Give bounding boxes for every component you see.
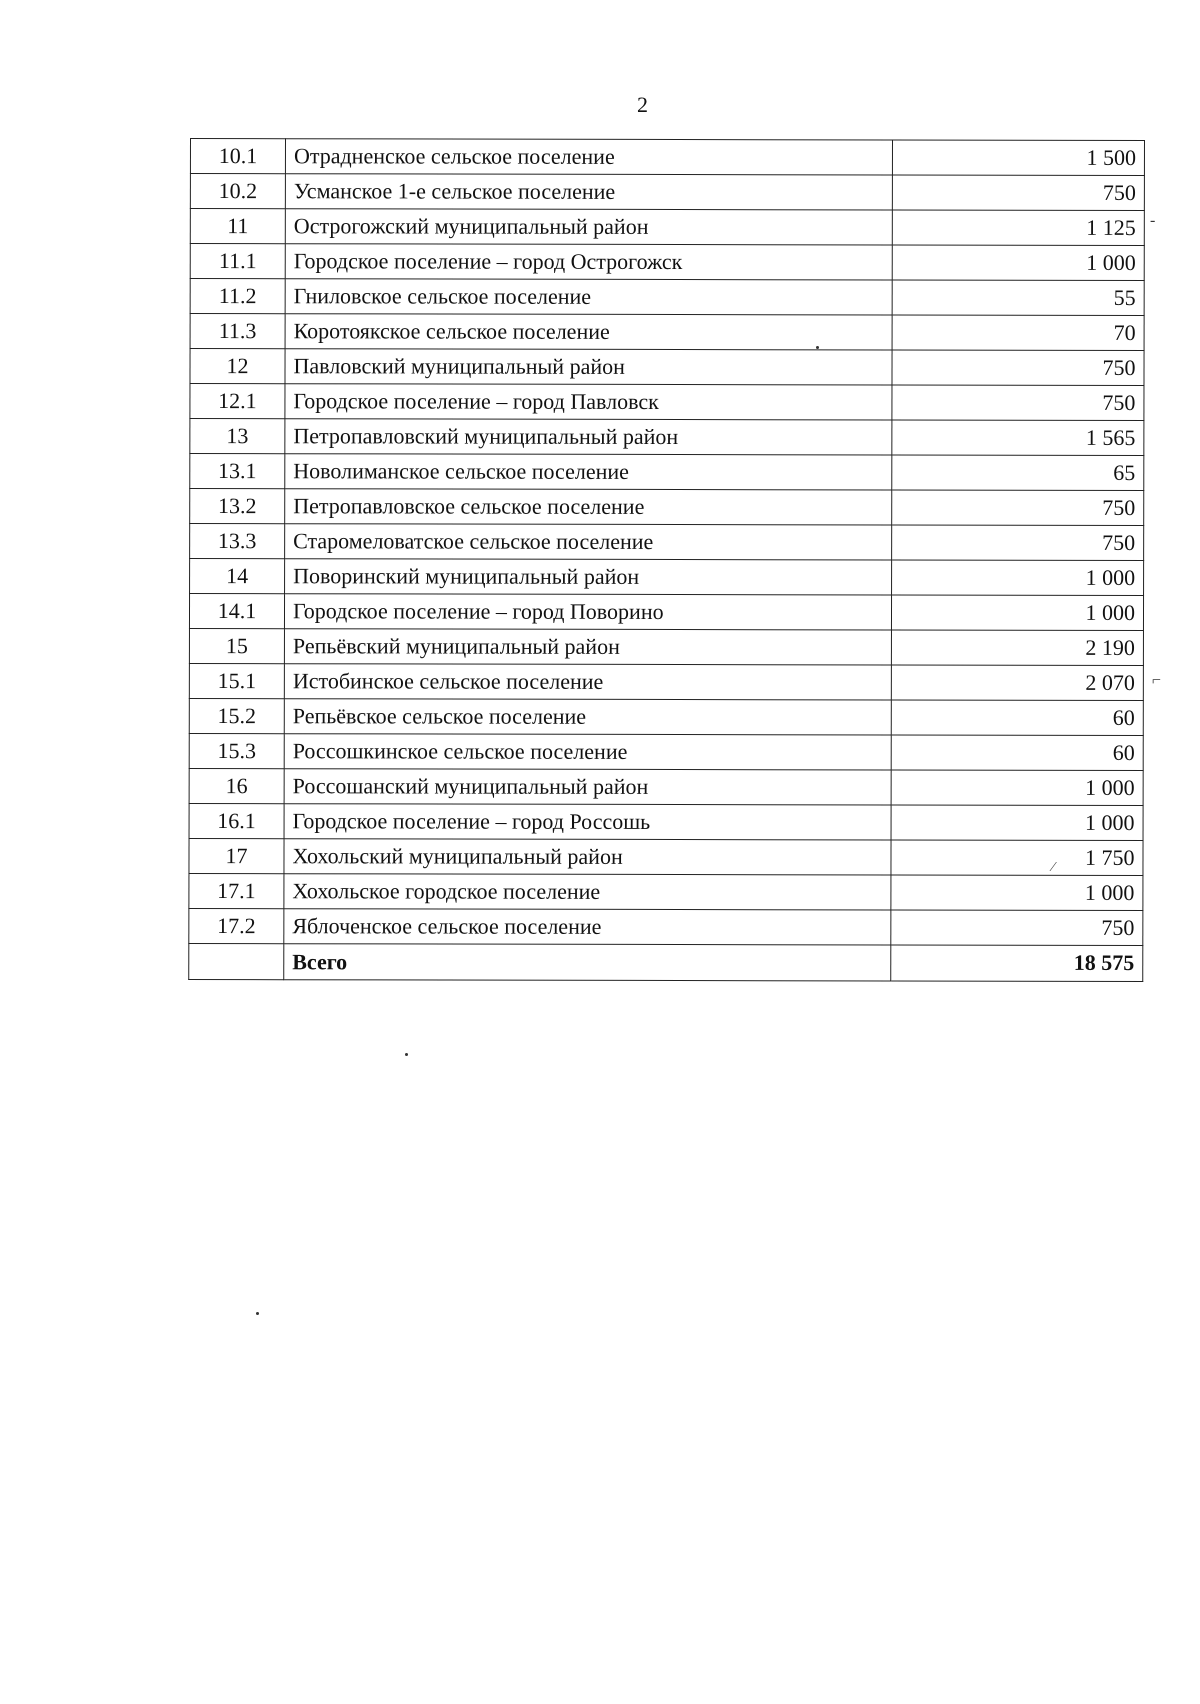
row-number: 11.1 (190, 244, 285, 279)
table-row (190, 209, 1144, 246)
row-number: 11 (190, 209, 285, 244)
municipality-name: Новолиманское сельское поселение (285, 454, 892, 490)
row-number: 17.2 (189, 908, 284, 943)
municipality-name: Хохольское городское поселение (284, 874, 891, 910)
amount: 750 (892, 525, 1144, 561)
row-number: 13 (190, 419, 285, 454)
row-number: 16 (189, 768, 284, 803)
municipality-name: Хохольский муниципальный район (284, 839, 891, 875)
row-number: 17 (189, 838, 284, 873)
amount: 1 500 (892, 140, 1144, 176)
table-row (189, 803, 1143, 840)
table-row (189, 663, 1143, 700)
row-number: 16.1 (189, 803, 284, 838)
municipality-name: Старомеловатское сельское поселение (285, 524, 892, 560)
table-row (190, 419, 1144, 456)
table-row (189, 629, 1143, 666)
row-number: 10.1 (190, 139, 285, 174)
scan-mark: ⌐ (1152, 672, 1162, 689)
municipality-name: Городское поселение – город Острогожск (285, 244, 892, 280)
table-row (189, 768, 1143, 805)
row-number: 15.2 (189, 698, 284, 733)
table-row (190, 489, 1144, 526)
municipality-name: Усманское 1-е сельское поселение (285, 174, 892, 210)
row-number: 12 (190, 349, 285, 384)
amount: 1 000 (891, 805, 1143, 841)
amount: 750 (892, 385, 1144, 421)
amount: 750 (892, 175, 1144, 211)
municipality-name: Истобинское сельское поселение (284, 664, 891, 700)
municipality-name: Россошанский муниципальный район (284, 769, 891, 805)
table-row (190, 454, 1144, 491)
municipality-name: Поворинский муниципальный район (285, 559, 892, 595)
amount: 2 190 (891, 630, 1143, 666)
amount: 1 000 (891, 875, 1143, 911)
table-row (189, 733, 1143, 770)
row-number (189, 943, 284, 979)
table-row (190, 174, 1144, 211)
row-number: 13.1 (190, 454, 285, 489)
row-number: 11.2 (190, 279, 285, 314)
municipality-name: Россошкинское сельское поселение (284, 734, 891, 770)
table-row (190, 559, 1144, 596)
municipality-name: Репьёвское сельское поселение (284, 699, 891, 735)
scan-dot (256, 1312, 259, 1315)
table-row (190, 384, 1144, 421)
total-amount: 18 575 (891, 945, 1143, 982)
row-number: 11.3 (190, 314, 285, 349)
row-number: 15.3 (189, 733, 284, 768)
total-label: Всего (284, 944, 891, 981)
row-number: 14 (190, 559, 285, 594)
municipality-name: Гниловское сельское поселение (285, 279, 892, 315)
table-row (189, 908, 1143, 945)
amount: 1 000 (891, 770, 1143, 806)
allocation-table (188, 138, 1145, 982)
municipality-name: Городское поселение – город Павловск (285, 384, 892, 420)
row-number: 12.1 (190, 384, 285, 419)
table-row (189, 873, 1143, 910)
table-row (189, 838, 1143, 875)
table-row (190, 349, 1144, 386)
municipality-name: Острогожский муниципальный район (285, 209, 892, 245)
row-number: 13.2 (190, 489, 285, 524)
municipality-name: Коротоякское сельское поселение (285, 314, 892, 350)
municipality-name: Городское поселение – город Россошь (284, 804, 891, 840)
amount: 1 565 (892, 420, 1144, 456)
checkmark-icon: ⁄ (1052, 860, 1055, 875)
scan-dot (405, 1053, 408, 1056)
amount: 1 750 (891, 840, 1143, 876)
amount: 70 (892, 315, 1144, 351)
row-number: 17.1 (189, 873, 284, 908)
amount: 60 (891, 735, 1143, 771)
municipality-name: Отрадненское сельское поселение (285, 139, 892, 175)
row-number: 14.1 (189, 594, 284, 629)
amount: 1 000 (891, 595, 1143, 631)
municipality-name: Павловский муниципальный район (285, 349, 892, 385)
amount: 55 (892, 280, 1144, 316)
page-number: 2 (637, 92, 648, 117)
row-number: 10.2 (190, 174, 285, 209)
amount: 750 (892, 490, 1144, 526)
municipality-name: Репьёвский муниципальный район (284, 629, 891, 665)
amount: 65 (892, 455, 1144, 491)
municipality-name: Яблоченское сельское поселение (284, 909, 891, 945)
table-row (189, 698, 1143, 735)
amount: 750 (891, 910, 1143, 946)
scan-dot (816, 346, 819, 349)
amount: 1 000 (892, 245, 1144, 281)
amount: 1 125 (892, 210, 1144, 246)
row-number: 13.3 (190, 524, 285, 559)
municipality-name: Петропавловское сельское поселение (285, 489, 892, 525)
amount: 1 000 (892, 560, 1144, 596)
table-row (189, 594, 1143, 631)
total-row (189, 943, 1143, 981)
row-number: 15 (189, 629, 284, 664)
amount: 2 070 (891, 665, 1143, 701)
table-row (190, 314, 1144, 351)
table-row (190, 279, 1144, 316)
municipality-name: Городское поселение – город Поворино (284, 594, 891, 630)
table-row (190, 244, 1144, 281)
row-number: 15.1 (189, 663, 284, 698)
table-body (189, 139, 1145, 982)
table-row (190, 139, 1144, 176)
scan-mark: - (1150, 212, 1156, 229)
municipality-name: Петропавловский муниципальный район (285, 419, 892, 455)
table-row (190, 524, 1144, 561)
amount: 750 (892, 350, 1144, 386)
amount: 60 (891, 700, 1143, 736)
